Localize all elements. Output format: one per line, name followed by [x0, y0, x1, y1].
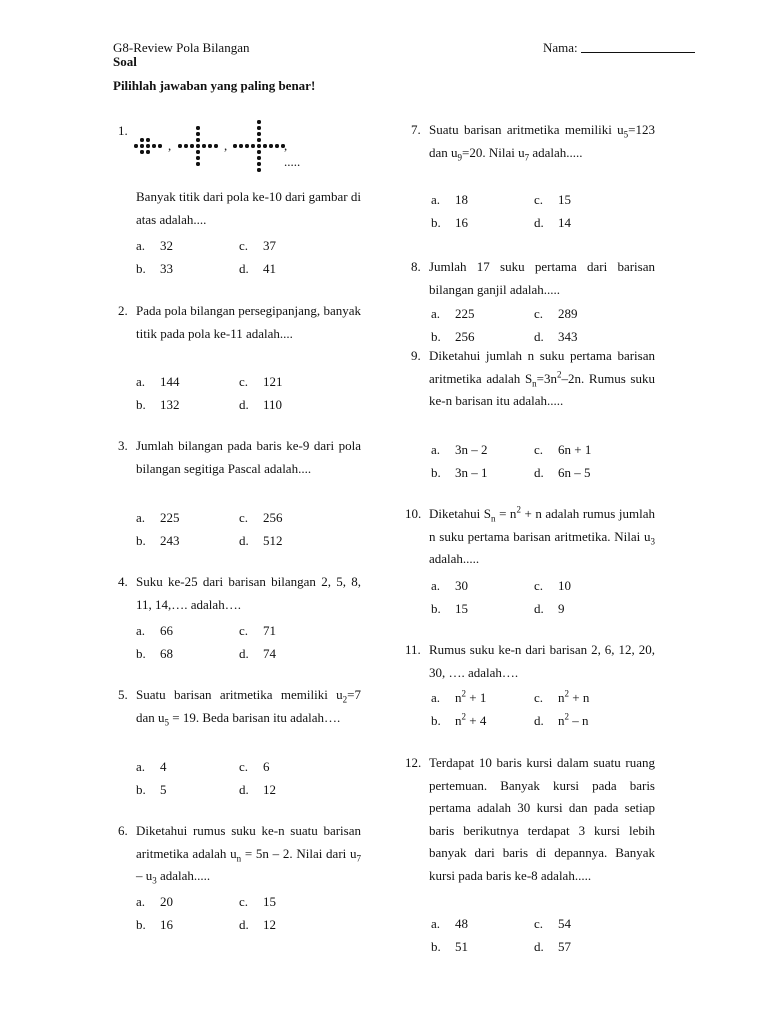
- pattern-dot: [263, 144, 266, 147]
- option-a[interactable]: [136, 235, 173, 258]
- option-letter: d.: [239, 532, 249, 548]
- option-c[interactable]: [239, 756, 270, 779]
- option-value: 37: [263, 238, 276, 253]
- question-number: 8.: [411, 259, 421, 274]
- option-b[interactable]: [136, 643, 173, 666]
- option-value: 225: [160, 510, 180, 525]
- question-text: Suatu barisan aritmetika memiliki u: [429, 122, 624, 137]
- option-letter: b.: [431, 938, 441, 954]
- option-letter: c.: [239, 623, 249, 638]
- option-value: 12: [263, 916, 276, 932]
- question-4: [118, 571, 361, 616]
- option-c[interactable]: [534, 575, 571, 598]
- option-d[interactable]: [534, 462, 591, 485]
- subscript: 7: [356, 853, 361, 864]
- option-value: + 4: [466, 712, 487, 728]
- pattern-dot: [196, 138, 199, 141]
- option-value: 12: [263, 781, 276, 797]
- option-value: 512: [263, 532, 283, 548]
- option-c[interactable]: [239, 507, 283, 530]
- question-7: [411, 119, 655, 164]
- question-text: –2n. Rumus suku ke-n barisan itu adalah.....: [429, 370, 655, 409]
- question-text: Jumlah 17 suku pertama dari barisan bilangan ganjil adalah.....: [429, 259, 655, 297]
- question-text: – u: [136, 868, 153, 884]
- option-d[interactable]: [534, 598, 565, 621]
- option-b[interactable]: [136, 779, 167, 802]
- option-value: 51: [455, 938, 468, 954]
- pattern-dot: [257, 138, 260, 141]
- question-text: Diketahui rumus suku ke-n suatu barisan aritmetika adalah u: [136, 823, 361, 861]
- option-value: 6n – 5: [558, 464, 591, 480]
- option-value: 10: [558, 578, 571, 593]
- option-c[interactable]: [239, 235, 276, 258]
- option-letter: b.: [431, 600, 441, 616]
- question-10: [405, 503, 655, 571]
- pattern-dot: [158, 144, 161, 147]
- option-value: 68: [160, 645, 173, 661]
- superscript: 2: [461, 711, 466, 722]
- superscript: 2: [564, 711, 569, 722]
- option-letter: b.: [431, 328, 441, 344]
- option-d[interactable]: [239, 530, 283, 553]
- option-d[interactable]: [239, 258, 276, 281]
- question-text: = 5n – 2. Nilai dari u: [241, 845, 357, 861]
- option-a[interactable]: [136, 756, 167, 779]
- question-8: [411, 256, 655, 301]
- option-a[interactable]: [136, 891, 173, 914]
- option-value: 243: [160, 532, 180, 548]
- option-c[interactable]: [534, 303, 578, 326]
- pattern-dot: [134, 144, 137, 147]
- option-letter: b.: [136, 916, 146, 932]
- question-number: 2.: [118, 303, 128, 318]
- question-number: 4.: [118, 574, 128, 589]
- subscript: n: [532, 378, 537, 389]
- option-letter: a.: [136, 238, 146, 253]
- question-number: 10.: [405, 506, 422, 521]
- option-value: + n: [569, 690, 590, 705]
- subscript: 7: [524, 152, 530, 163]
- pattern-dot: [146, 144, 149, 147]
- superscript: 2: [557, 369, 562, 380]
- pattern-dot: [140, 138, 143, 141]
- option-c[interactable]: [534, 189, 571, 212]
- option-value: 14: [558, 214, 571, 230]
- option-value: 66: [160, 623, 173, 638]
- option-letter: c.: [534, 442, 544, 457]
- option-d[interactable]: [534, 212, 571, 235]
- option-letter: a.: [431, 578, 441, 593]
- option-letter: d.: [534, 328, 544, 344]
- question-9: [411, 345, 655, 413]
- option-letter: a.: [136, 510, 146, 525]
- option-d[interactable]: [239, 779, 276, 802]
- option-c[interactable]: [534, 687, 589, 710]
- option-letter: a.: [136, 759, 146, 774]
- option-a[interactable]: [431, 913, 468, 936]
- question-text: Jumlah bilangan pada baris ke-9 dari pola bilangan segitiga Pascal adalah....: [136, 438, 361, 476]
- question-text: Suku ke-25 dari barisan bilangan 2, 5, 8, 11, 14,…. adalah….: [136, 574, 361, 612]
- question-text: =3n: [536, 370, 558, 386]
- option-c[interactable]: [239, 620, 276, 643]
- pattern-dot: [146, 138, 149, 141]
- subscript: 5: [623, 129, 629, 140]
- option-value: 225: [455, 306, 475, 321]
- option-b[interactable]: [136, 530, 180, 553]
- subscript: n: [491, 513, 496, 524]
- option-value: 6n + 1: [558, 442, 592, 457]
- question-6: [118, 820, 361, 888]
- pattern-dot: [196, 144, 199, 147]
- option-value: 16: [455, 214, 468, 230]
- option-value: 32: [160, 238, 173, 253]
- pattern-dot: [196, 126, 199, 129]
- option-a[interactable]: [136, 371, 180, 394]
- option-value: 121: [263, 374, 283, 389]
- option-letter: a.: [431, 690, 441, 705]
- option-a[interactable]: [431, 687, 486, 710]
- question-text: Diketahui jumlah n suku pertama barisan aritmetika adalah S: [429, 348, 655, 386]
- option-letter: d.: [534, 938, 544, 954]
- option-letter: b.: [431, 214, 441, 230]
- option-value: 289: [558, 306, 578, 321]
- option-value: n: [455, 712, 462, 728]
- option-c[interactable]: [239, 371, 283, 394]
- option-a[interactable]: [136, 507, 180, 530]
- option-value: 54: [558, 916, 571, 931]
- option-letter: d.: [534, 600, 544, 616]
- option-letter: c.: [534, 578, 544, 593]
- option-letter: c.: [534, 192, 544, 207]
- option-letter: a.: [431, 306, 441, 321]
- subscript: 3: [650, 536, 655, 547]
- option-letter: a.: [136, 374, 146, 389]
- option-b[interactable]: [431, 212, 468, 235]
- option-letter: d.: [239, 260, 249, 276]
- option-d[interactable]: [239, 643, 276, 666]
- option-c[interactable]: [534, 913, 571, 936]
- option-a[interactable]: [431, 189, 468, 212]
- pattern-dot: [140, 150, 143, 153]
- option-letter: a.: [431, 916, 441, 931]
- option-letter: b.: [136, 260, 146, 276]
- option-value: 30: [455, 578, 468, 593]
- option-letter: b.: [136, 532, 146, 548]
- option-letter: a.: [136, 623, 146, 638]
- pattern-dot: [202, 144, 205, 147]
- question-number: 12.: [405, 755, 422, 770]
- instruction: Pilihlah jawaban yang paling benar!: [113, 78, 316, 93]
- question-text: =20. Nilai u: [462, 144, 525, 160]
- question-number: 6.: [118, 823, 128, 838]
- pattern-dot: [146, 150, 149, 153]
- option-b[interactable]: [431, 598, 468, 621]
- option-a[interactable]: [431, 303, 475, 326]
- name-field: [543, 40, 695, 56]
- option-value: 15: [455, 600, 468, 616]
- option-value: 343: [558, 328, 578, 344]
- question-text: Rumus suku ke-n dari barisan 2, 6, 12, 20, 30, …. adalah….: [429, 642, 655, 680]
- option-letter: c.: [534, 690, 544, 705]
- option-value: 33: [160, 260, 173, 276]
- option-value: 144: [160, 374, 180, 389]
- question-number: 5.: [118, 687, 128, 702]
- superscript: 2: [516, 504, 521, 515]
- pattern-dot: [257, 132, 260, 135]
- option-value: 4: [160, 759, 167, 774]
- option-value: 256: [455, 328, 475, 344]
- superscript: 2: [461, 688, 466, 699]
- section-label: Soal: [113, 54, 137, 69]
- question-text: adalah.....: [429, 551, 480, 567]
- pattern-dot: [257, 144, 260, 147]
- option-letter: b.: [431, 712, 441, 728]
- option-value: 71: [263, 623, 276, 638]
- question-text: adalah.....: [156, 868, 211, 884]
- option-letter: c.: [239, 510, 249, 525]
- pattern-dot: [257, 126, 260, 129]
- option-b[interactable]: [431, 710, 486, 733]
- question-text: Diketahui S: [429, 506, 492, 521]
- subscript: 2: [342, 694, 348, 705]
- option-value: n: [558, 690, 565, 705]
- option-b[interactable]: [136, 258, 173, 281]
- option-value: 18: [455, 192, 468, 207]
- subscript: n: [236, 853, 242, 864]
- option-value: 74: [263, 645, 276, 661]
- pattern-dot: [140, 144, 143, 147]
- question-number: 11.: [405, 642, 421, 657]
- option-c[interactable]: [534, 439, 591, 462]
- question-text: =7 dan u: [136, 687, 361, 725]
- question-1-number-row: [118, 120, 128, 143]
- option-value: – n: [569, 712, 589, 728]
- option-letter: c.: [239, 759, 249, 774]
- pattern-dot: [178, 144, 181, 147]
- question-12: [405, 752, 655, 888]
- option-letter: d.: [239, 396, 249, 412]
- superscript: 2: [564, 688, 569, 699]
- option-letter: d.: [534, 464, 544, 480]
- option-letter: d.: [534, 214, 544, 230]
- option-letter: a.: [136, 894, 146, 909]
- name-line: [581, 52, 695, 53]
- name-label: Nama:: [543, 40, 578, 55]
- question-number: 3.: [118, 438, 128, 453]
- option-value: 20: [160, 894, 173, 909]
- option-letter: c.: [239, 238, 249, 253]
- option-value: 110: [263, 396, 283, 412]
- option-letter: b.: [136, 781, 146, 797]
- question-11: [405, 639, 655, 684]
- option-a[interactable]: [136, 620, 173, 643]
- option-value: 15: [263, 894, 276, 909]
- option-a[interactable]: [431, 439, 488, 462]
- option-value: 3n – 2: [455, 442, 488, 457]
- pattern-dot: [269, 144, 272, 147]
- doc-title: G8-Review Pola Bilangan: [113, 40, 250, 55]
- pattern-separator: ,: [168, 138, 172, 153]
- subscript: 9: [457, 152, 463, 163]
- question-text: Terdapat 10 baris kursi dalam suatu ruang pertemuan. Banyak kursi pada baris pertama adalah 30 kursi dan pada setiap baris berikutnya terdapat 3 kursi lebih banyak dari baris di depannya. Banyak kursi pada baris ke-8 adalah.....: [429, 755, 655, 883]
- question-5: [118, 684, 361, 729]
- option-value: 16: [160, 916, 173, 932]
- option-c[interactable]: [239, 891, 276, 914]
- option-value: n: [558, 712, 565, 728]
- question-text: = n: [495, 506, 517, 521]
- question-text: = 19. Beda barisan itu adalah….: [169, 709, 341, 725]
- option-b[interactable]: [431, 936, 468, 959]
- pattern-dot: [196, 132, 199, 135]
- question-text: Banyak titik dari pola ke-10 dari gambar di atas adalah....: [136, 189, 361, 227]
- pattern-separator: , .....: [284, 138, 301, 169]
- pattern-dot: [233, 144, 236, 147]
- option-d[interactable]: [239, 394, 282, 417]
- question-2: [118, 300, 361, 345]
- pattern-dot: [196, 162, 199, 165]
- question-text: adalah.....: [529, 144, 583, 160]
- pattern-dot: [184, 144, 187, 147]
- option-value: 41: [263, 260, 276, 276]
- option-value: + 1: [466, 690, 487, 705]
- pattern-separator: ,: [224, 138, 228, 153]
- pattern-dot: [196, 156, 199, 159]
- option-letter: b.: [136, 396, 146, 412]
- option-letter: d.: [239, 916, 249, 932]
- pattern-dot: [208, 144, 211, 147]
- question-text: =123 dan u: [429, 122, 655, 160]
- pattern-dot: [275, 144, 278, 147]
- question-3: [118, 435, 361, 480]
- option-value: n: [455, 690, 462, 705]
- option-value: 132: [160, 396, 180, 412]
- question-text: Pada pola bilangan persegipanjang, banyak titik pada pola ke-11 adalah....: [136, 303, 361, 341]
- pattern-dot: [245, 144, 248, 147]
- option-b[interactable]: [136, 914, 173, 937]
- option-a[interactable]: [431, 575, 468, 598]
- option-value: 6: [263, 759, 270, 774]
- pattern-dot: [257, 150, 260, 153]
- option-letter: c.: [534, 916, 544, 931]
- option-b[interactable]: [136, 394, 180, 417]
- pattern-dot: [257, 168, 260, 171]
- option-value: 3n – 1: [455, 464, 488, 480]
- pattern-dot: [239, 144, 242, 147]
- option-letter: a.: [431, 192, 441, 207]
- option-value: 48: [455, 916, 468, 931]
- option-value: 256: [263, 510, 283, 525]
- option-letter: c.: [239, 374, 249, 389]
- subscript: 3: [152, 875, 157, 886]
- question-number: 1.: [118, 123, 128, 138]
- pattern-dot: [214, 144, 217, 147]
- option-b[interactable]: [431, 462, 488, 485]
- pattern-dot: [190, 144, 193, 147]
- option-value: 57: [558, 938, 571, 954]
- option-letter: c.: [239, 894, 249, 909]
- option-letter: d.: [239, 781, 249, 797]
- option-value: 9: [558, 600, 565, 616]
- option-letter: d.: [534, 712, 544, 728]
- option-value: 5: [160, 781, 167, 797]
- pattern-dot: [251, 144, 254, 147]
- option-letter: a.: [431, 442, 441, 457]
- pattern-dot: [196, 150, 199, 153]
- option-letter: b.: [136, 645, 146, 661]
- pattern-dot: [257, 156, 260, 159]
- option-letter: b.: [431, 464, 441, 480]
- question-number: 9.: [411, 348, 421, 363]
- pattern-dot: [152, 144, 155, 147]
- question-text: Suatu barisan aritmetika memiliki u: [136, 687, 343, 702]
- pattern-dot: [257, 162, 260, 165]
- option-letter: c.: [534, 306, 544, 321]
- option-d[interactable]: [534, 936, 571, 959]
- pattern-dot: [257, 120, 260, 123]
- subscript: 5: [164, 717, 170, 728]
- question-1: [136, 186, 361, 231]
- question-number: 7.: [411, 122, 421, 137]
- option-d[interactable]: [534, 710, 589, 733]
- option-d[interactable]: [239, 914, 276, 937]
- option-value: 15: [558, 192, 571, 207]
- question-text: + n adalah rumus jumlah n suku pertama barisan aritmetika. Nilai u: [429, 506, 655, 544]
- option-letter: d.: [239, 645, 249, 661]
